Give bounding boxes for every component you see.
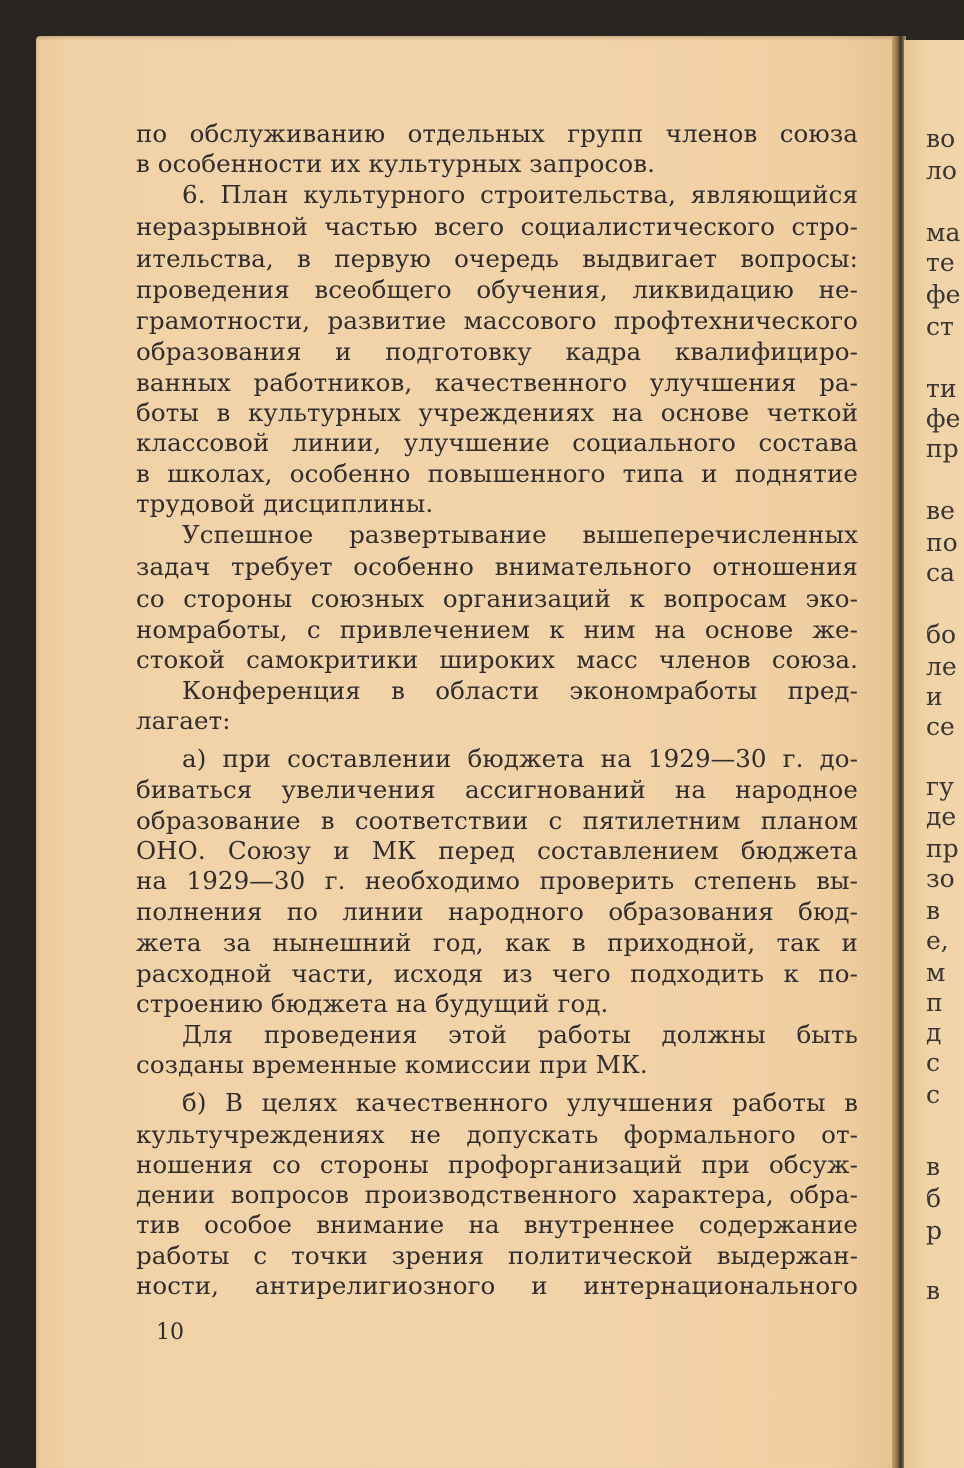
text-fragment: фе (926, 404, 961, 433)
text-fragment: ти (926, 374, 957, 403)
text-fragment: по (926, 528, 958, 557)
text-fragment: са (926, 558, 955, 587)
text-line: а) при составлении бюджета на 1929—30 г. до- (182, 744, 858, 773)
text-fragment: ле (926, 652, 957, 681)
text-fragment: ве (926, 496, 955, 525)
text-line: в особенности их культурных запросов. (136, 149, 655, 178)
text-fragment: се (926, 712, 955, 741)
text-line: образование в соответствии с пятилетним планом (136, 806, 858, 835)
text-line: ности, антирелигиозного и интернационального (136, 1271, 858, 1300)
text-line: тив особое внимание на внутреннее содержание (136, 1210, 858, 1239)
text-fragment: р (926, 1216, 943, 1245)
text-line: 6. План культурного строительства, являющийся (182, 180, 858, 209)
text-fragment: пр (926, 434, 959, 463)
text-line: ОНО. Союзу и МК перед составлением бюджета (136, 836, 858, 865)
text-line: образования и подготовку кадра квалифициро- (136, 337, 858, 366)
text-fragment: д (926, 1018, 942, 1047)
text-line: на 1929—30 г. необходимо проверить степень вы- (136, 866, 858, 895)
text-line: ванных работников, качественного улучшения ра- (136, 368, 858, 397)
text-line: трудовой дисциплины. (136, 489, 434, 518)
text-fragment: в (926, 1276, 941, 1305)
text-fragment: те (926, 248, 955, 277)
text-line: строению бюджета на будущий год. (136, 989, 609, 1018)
text-line: боты в культурных учреждениях на основе четкой (136, 398, 858, 427)
text-line: культучреждениях не допускать формального от- (136, 1120, 858, 1149)
text-line: неразрывной частью всего социалистического стро- (136, 212, 858, 241)
text-fragment: зо (926, 864, 955, 893)
text-line: лагает: (136, 706, 231, 735)
text-fragment: бо (926, 620, 957, 649)
text-fragment: де (926, 802, 957, 831)
text-line: задач требует особенно внимательного отношения (136, 552, 858, 581)
text-line: проведения всеобщего обучения, ликвидацию не- (136, 275, 858, 304)
text-line: по обслуживанию отдельных групп членов союза (136, 119, 858, 148)
text-line: работы с точки зрения политической выдержан- (136, 1241, 858, 1270)
text-line: стокой самокритики широких масс членов союза. (136, 645, 858, 674)
text-line: в школах, особенно повышенного типа и поднятие (136, 459, 858, 488)
text-line: классовой линии, улучшение социального состава (136, 428, 858, 457)
text-fragment: в (926, 1152, 941, 1181)
text-fragment: во (926, 124, 956, 153)
text-line: Для проведения этой работы должны быть (182, 1020, 858, 1049)
text-fragment: м (926, 958, 946, 987)
text-line: Конференция в области экономработы пред- (182, 676, 858, 705)
text-fragment: с (926, 1080, 941, 1109)
text-line: грамотности, развитие массового профтехнического (136, 306, 858, 335)
page-number: 10 (156, 1320, 184, 1345)
text-line: Успешное развертывание вышеперечисленных (182, 520, 858, 549)
text-line: б) В целях качественного улучшения работы в (182, 1088, 858, 1117)
text-line: ношения со стороны профорганизаций при обсуж- (136, 1150, 858, 1179)
text-line: биваться увеличения ассигнований на народное (136, 775, 858, 804)
text-line: созданы временные комиссии при МК. (136, 1050, 648, 1079)
text-fragment: е, (926, 926, 949, 955)
text-line: со стороны союзных организаций к вопросам эко- (136, 584, 858, 613)
text-fragment: и (926, 682, 943, 711)
text-fragment: в (926, 896, 941, 925)
text-fragment: ст (926, 312, 954, 341)
text-line: полнения по линии народного образования бюд- (136, 897, 858, 926)
text-fragment: гу (926, 772, 954, 801)
text-fragment: ло (926, 156, 957, 185)
text-line: жета за нынешний год, как в приходной, так и (136, 928, 858, 957)
text-fragment: п (926, 988, 943, 1017)
text-line: расходной части, исходя из чего подходить к по- (136, 959, 858, 988)
text-fragment: б (926, 1184, 942, 1213)
text-line: номработы, с привлечением к ним на основе же- (136, 615, 858, 644)
text-line: дении вопросов производственного характера, обра- (136, 1180, 858, 1209)
right-page-text-fragments (912, 0, 961, 1468)
text-fragment: ма (926, 218, 961, 247)
text-fragment: пр (926, 834, 959, 863)
text-fragment: фе (926, 280, 961, 309)
text-line: ительства, в первую очередь выдвигает вопросы: (136, 244, 858, 273)
text-fragment: с (926, 1048, 941, 1077)
